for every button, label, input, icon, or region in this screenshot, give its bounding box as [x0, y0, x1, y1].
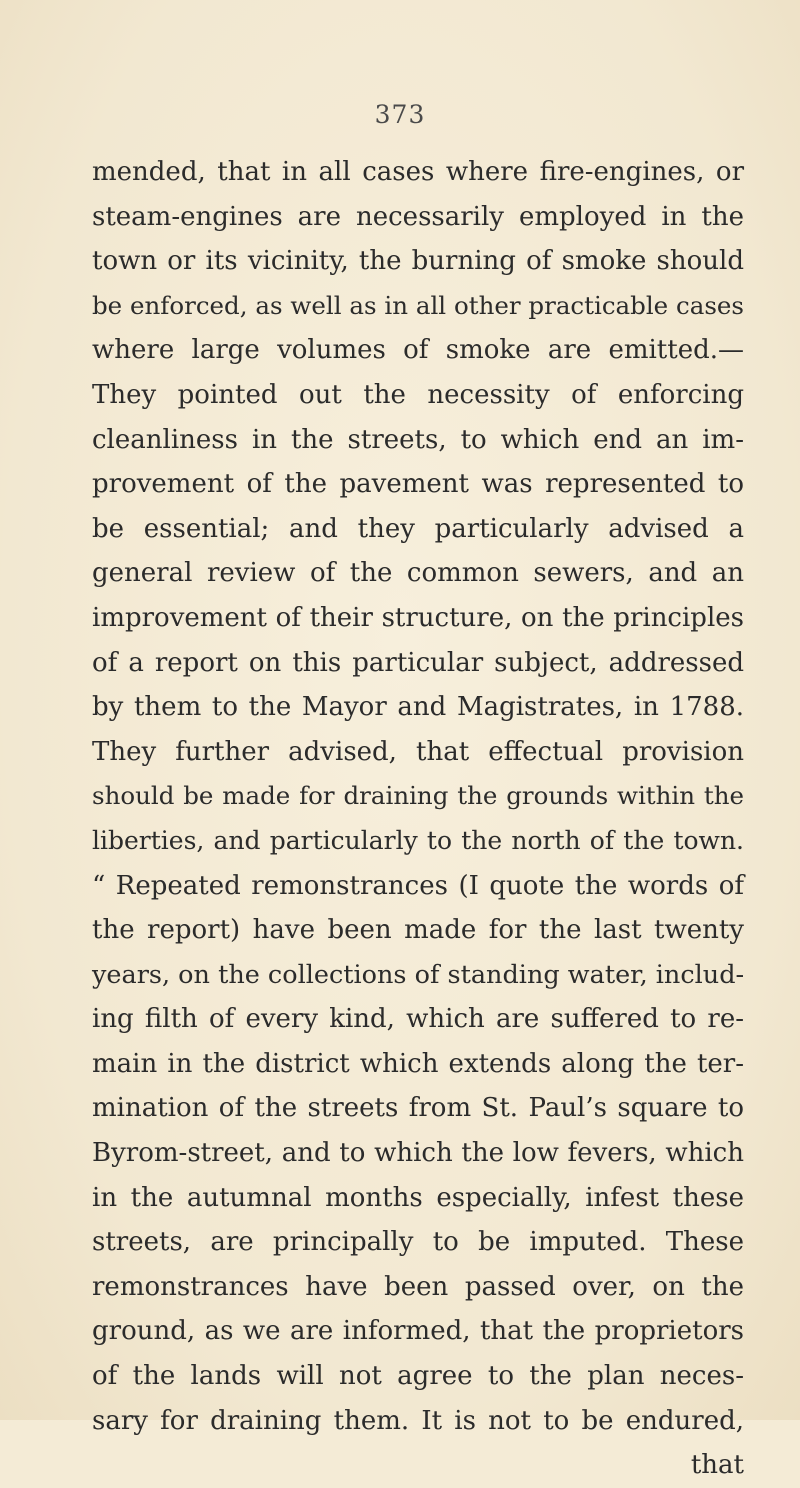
text-line: sary for draining them. It is not to be endured,: [92, 1405, 744, 1436]
text-line: should be made for draining the grounds within the: [92, 781, 744, 811]
text-line: “ Repeated remonstrances (I quote the words of: [92, 870, 744, 901]
text-line: of the lands will not agree to the plan neces-: [92, 1361, 744, 1392]
text-line: They further advised, that effectual provision: [92, 736, 744, 767]
text-line: years, on the collections of standing water, includ-: [92, 959, 745, 990]
text-line: general review of the common sewers, and an: [92, 558, 744, 589]
text-line: steam-engines are necessarily employed in the: [92, 201, 744, 232]
text-line: remonstrances have been passed over, on the: [92, 1271, 744, 1302]
text-line: be enforced, as well as in all other practicable cases: [92, 290, 744, 320]
text-line: in the autumnal months especially, infest these: [92, 1182, 744, 1213]
text-line: of a report on this particular subject, addressed: [92, 647, 744, 678]
text-line: the report) have been made for the last twenty: [92, 915, 744, 946]
catchword: that: [690, 1450, 744, 1481]
text-line: town or its vicinity, the burning of smoke should: [92, 246, 744, 277]
text-line: Byrom-street, and to which the low fevers, which: [92, 1138, 744, 1169]
text-line: mination of the streets from St. Paul’s square to: [92, 1093, 744, 1124]
text-line: provement of the pavement was represented to: [92, 469, 744, 500]
text-line: cleanliness in the streets, to which end an im-: [92, 424, 744, 455]
text-line: streets, are principally to be imputed. These: [92, 1227, 744, 1258]
text-line: be essential; and they particularly advised a: [92, 513, 744, 544]
text-line: main in the district which extends along the ter-: [92, 1048, 744, 1079]
text-line: ing filth of every kind, which are suffered to re-: [92, 1004, 744, 1035]
body-text: [92, 150, 744, 1488]
text-line: where large volumes of smoke are emitted.—: [92, 335, 744, 366]
text-line: mended, that in all cases where fire-engines, or: [92, 157, 744, 187]
text-line: ground, as we are informed, that the proprietors: [92, 1316, 744, 1347]
page-number: 373: [374, 100, 426, 129]
text-line: They pointed out the necessity of enforcing: [92, 379, 744, 410]
text-line: improvement of their structure, on the principles: [92, 602, 744, 633]
text-line: liberties, and particularly to the north of the town.: [92, 825, 744, 855]
text-line: by them to the Mayor and Magistrates, in 1788.: [92, 692, 744, 723]
